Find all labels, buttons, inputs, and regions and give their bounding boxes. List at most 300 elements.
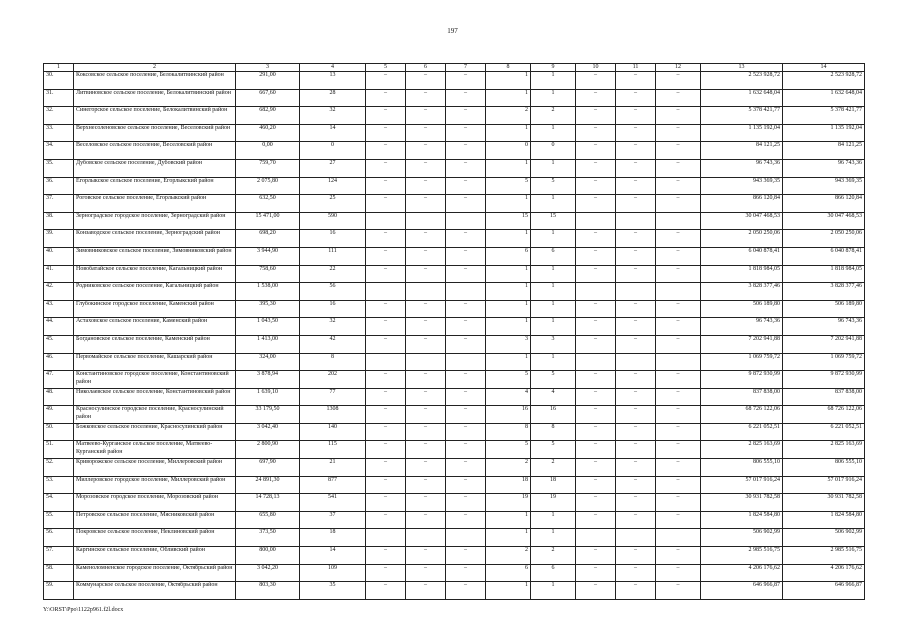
col8-value: 1: [486, 283, 531, 301]
area-value: 33 179,50: [236, 406, 300, 424]
table-row: [44, 388, 865, 406]
area-value: 1 413,00: [236, 335, 300, 353]
col9-value: 1: [531, 230, 576, 248]
residents-count: 28: [300, 89, 366, 107]
col5-value: –: [366, 265, 406, 283]
residents-count: 77: [300, 388, 366, 406]
area-value: 3 042,20: [236, 564, 300, 582]
col6-value: –: [406, 388, 446, 406]
col6-value: –: [406, 564, 446, 582]
area-value: 324,00: [236, 353, 300, 371]
row-number: 41.: [44, 265, 74, 283]
col13-amount: 30 931 782,58: [701, 494, 783, 512]
col5-value: [366, 529, 406, 547]
residents-count: 140: [300, 423, 366, 441]
settlement-name: Роговское сельское поселение, Егорлыкский район: [74, 195, 236, 213]
residents-count: 32: [300, 318, 366, 336]
col11-value: –: [616, 89, 656, 107]
residents-count: 37: [300, 511, 366, 529]
col12-value: –: [656, 195, 701, 213]
col14-amount: 866 120,84: [783, 195, 865, 213]
residents-count: 1308: [300, 406, 366, 424]
col8-value: 1: [486, 353, 531, 371]
col13-amount: 506 189,80: [701, 300, 783, 318]
residents-count: 22: [300, 265, 366, 283]
row-number: 51.: [44, 441, 74, 459]
settlement-name: Богдановское сельское поселение, Каменский район: [74, 335, 236, 353]
col12-value: –: [656, 476, 701, 494]
settlement-name: Константиновское городское поселение, Константиновский район: [74, 371, 236, 389]
col11-value: –: [616, 371, 656, 389]
col13-amount: 1 135 192,04: [701, 124, 783, 142]
col5-value: –: [366, 159, 406, 177]
col14-amount: 806 555,10: [783, 459, 865, 477]
col10-value: –: [576, 230, 616, 248]
settlement-name: Зерноградское городское поселение, Зерноградский район: [74, 212, 236, 230]
table-header-row: [44, 64, 865, 72]
row-number: 59.: [44, 582, 74, 600]
row-number: 43.: [44, 300, 74, 318]
col6-value: –: [406, 459, 446, 477]
table-row: [44, 353, 865, 371]
col10-value: –: [576, 582, 616, 600]
col7-value: –: [446, 564, 486, 582]
col11-value: –: [616, 124, 656, 142]
col5-value: –: [366, 300, 406, 318]
area-value: 759,70: [236, 159, 300, 177]
table-row: [44, 529, 865, 547]
area-value: 14 728,13: [236, 494, 300, 512]
col8-value: 3: [486, 335, 531, 353]
col12-value: –: [656, 564, 701, 582]
col11-value: [616, 353, 656, 371]
column-header: 1: [44, 64, 74, 72]
col12-value: –: [656, 547, 701, 565]
col7-value: –: [446, 89, 486, 107]
col13-amount: 3 828 377,46: [701, 283, 783, 301]
row-number: 45.: [44, 335, 74, 353]
col7-value: –: [446, 335, 486, 353]
col8-value: 4: [486, 388, 531, 406]
column-header: 5: [366, 64, 406, 72]
col9-value: 1: [531, 159, 576, 177]
table-row: [44, 441, 865, 459]
col5-value: [366, 353, 406, 371]
row-number: 38.: [44, 212, 74, 230]
settlement-name: Первомайское сельское поселение, Кашарский район: [74, 353, 236, 371]
col6-value: –: [406, 230, 446, 248]
col10-value: –: [576, 124, 616, 142]
table-row: [44, 371, 865, 389]
col7-value: –: [446, 582, 486, 600]
table-row: [44, 423, 865, 441]
row-number: 31.: [44, 89, 74, 107]
col9-value: 1: [531, 89, 576, 107]
col11-value: –: [616, 388, 656, 406]
col12-value: [656, 529, 701, 547]
col9-value: 1: [531, 195, 576, 213]
col8-value: 1: [486, 72, 531, 90]
table-row: [44, 335, 865, 353]
col11-value: –: [616, 459, 656, 477]
col13-amount: 2 825 163,69: [701, 441, 783, 459]
row-number: 35.: [44, 159, 74, 177]
col9-value: 1: [531, 300, 576, 318]
col13-amount: 1 824 584,80: [701, 511, 783, 529]
col7-value: –: [446, 441, 486, 459]
col7-value: –: [446, 124, 486, 142]
table-row: [44, 72, 865, 90]
settlement-name: Глубокинское городское поселение, Каменский район: [74, 300, 236, 318]
col12-value: –: [656, 230, 701, 248]
col10-value: –: [576, 107, 616, 125]
col12-value: [656, 283, 701, 301]
col9-value: 2: [531, 459, 576, 477]
col14-amount: 5 378 421,77: [783, 107, 865, 125]
settlement-name: Николаевское сельское поселение, Константиновский район: [74, 388, 236, 406]
table-row: [44, 283, 865, 301]
col9-value: 4: [531, 388, 576, 406]
area-value: 373,50: [236, 529, 300, 547]
residents-count: 35: [300, 582, 366, 600]
col5-value: –: [366, 476, 406, 494]
col12-value: –: [656, 406, 701, 424]
col5-value: –: [366, 247, 406, 265]
col9-value: 5: [531, 371, 576, 389]
column-header: 8: [486, 64, 531, 72]
col14-amount: 2 985 516,75: [783, 547, 865, 565]
col13-amount: 806 555,10: [701, 459, 783, 477]
table-row: [44, 230, 865, 248]
residents-count: 16: [300, 300, 366, 318]
col5-value: –: [366, 371, 406, 389]
table-row: [44, 247, 865, 265]
col10-value: [576, 529, 616, 547]
col10-value: –: [576, 459, 616, 477]
col9-value: 1: [531, 72, 576, 90]
settlement-name: Коксовское сельское поселение, Белокалитвинский район: [74, 72, 236, 90]
col7-value: –: [446, 494, 486, 512]
col6-value: [406, 283, 446, 301]
settlement-name: Астаховское сельское поселение, Каменский район: [74, 318, 236, 336]
col14-amount: 96 743,36: [783, 159, 865, 177]
col14-amount: 57 017 916,24: [783, 476, 865, 494]
settlement-name: Красносулинское городское поселение, Красносулинский район: [74, 406, 236, 424]
col11-value: –: [616, 511, 656, 529]
table-body: [44, 72, 865, 600]
area-value: 24 891,30: [236, 476, 300, 494]
settlement-name: Зимовниковское сельское поселение, Зимовниковский район: [74, 247, 236, 265]
col5-value: –: [366, 511, 406, 529]
col11-value: –: [616, 142, 656, 160]
settlement-name: Веселовское сельское поселение, Веселовский район: [74, 142, 236, 160]
settlement-name: Криворожское сельское поселение, Миллеровский район: [74, 459, 236, 477]
area-value: 803,30: [236, 582, 300, 600]
col10-value: [576, 353, 616, 371]
col13-amount: 6 040 878,41: [701, 247, 783, 265]
col8-value: 1: [486, 511, 531, 529]
col11-value: –: [616, 107, 656, 125]
table-row: [44, 265, 865, 283]
col11-value: –: [616, 72, 656, 90]
settlement-name: Матвеево-Курганское сельское поселение, Матвеево-Курганский район: [74, 441, 236, 459]
settlement-name: Морозовское городское поселение, Морозовский район: [74, 494, 236, 512]
col11-value: –: [616, 441, 656, 459]
area-value: 460,20: [236, 124, 300, 142]
col14-amount: 646 966,87: [783, 582, 865, 600]
col9-value: 1: [531, 353, 576, 371]
col13-amount: 943 369,35: [701, 177, 783, 195]
col14-amount: 1 135 192,04: [783, 124, 865, 142]
col7-value: –: [446, 195, 486, 213]
area-value: 1 639,10: [236, 388, 300, 406]
col13-amount: 57 017 916,24: [701, 476, 783, 494]
table-row: [44, 300, 865, 318]
col12-value: –: [656, 511, 701, 529]
col12-value: –: [656, 142, 701, 160]
residents-count: 14: [300, 124, 366, 142]
col10-value: –: [576, 195, 616, 213]
residents-count: 202: [300, 371, 366, 389]
col6-value: –: [406, 247, 446, 265]
col12-value: –: [656, 441, 701, 459]
col9-value: 0: [531, 142, 576, 160]
col10-value: –: [576, 177, 616, 195]
col12-value: –: [656, 459, 701, 477]
area-value: 800,00: [236, 547, 300, 565]
col11-value: –: [616, 230, 656, 248]
col12-value: –: [656, 423, 701, 441]
area-value: 667,60: [236, 89, 300, 107]
col9-value: 8: [531, 423, 576, 441]
col13-amount: 6 221 052,51: [701, 423, 783, 441]
row-number: 50.: [44, 423, 74, 441]
col9-value: 15: [531, 212, 576, 230]
col13-amount: 30 047 468,53: [701, 212, 783, 230]
col14-amount: 68 726 122,06: [783, 406, 865, 424]
col5-value: –: [366, 494, 406, 512]
column-header: 6: [406, 64, 446, 72]
area-value: 682,90: [236, 107, 300, 125]
row-number: 42.: [44, 283, 74, 301]
settlement-name: Верхнесоленовское сельское поселение, Веселовский район: [74, 124, 236, 142]
col14-amount: 1 824 584,80: [783, 511, 865, 529]
col6-value: –: [406, 195, 446, 213]
col11-value: –: [616, 159, 656, 177]
col6-value: –: [406, 124, 446, 142]
table-row: [44, 494, 865, 512]
col14-amount: 4 206 176,62: [783, 564, 865, 582]
col13-amount: 506 902,99: [701, 529, 783, 547]
table-row: [44, 177, 865, 195]
table-row: [44, 142, 865, 160]
col6-value: –: [406, 406, 446, 424]
col6-value: –: [406, 371, 446, 389]
settlement-name: Егорлыкское сельское поселение, Егорлыкский район: [74, 177, 236, 195]
residents-count: 109: [300, 564, 366, 582]
col10-value: –: [576, 547, 616, 565]
col9-value: 2: [531, 107, 576, 125]
row-number: 34.: [44, 142, 74, 160]
column-header: 7: [446, 64, 486, 72]
col7-value: [446, 283, 486, 301]
col7-value: [446, 529, 486, 547]
col7-value: [446, 353, 486, 371]
col5-value: –: [366, 388, 406, 406]
col8-value: 16: [486, 406, 531, 424]
col14-amount: 1 818 984,05: [783, 265, 865, 283]
row-number: 47.: [44, 371, 74, 389]
col14-amount: 7 202 941,88: [783, 335, 865, 353]
col12-value: –: [656, 265, 701, 283]
row-number: 52.: [44, 459, 74, 477]
col5-value: –: [366, 459, 406, 477]
residents-count: 16: [300, 230, 366, 248]
residents-count: 541: [300, 494, 366, 512]
col12-value: –: [656, 371, 701, 389]
row-number: 40.: [44, 247, 74, 265]
col7-value: –: [446, 476, 486, 494]
col7-value: –: [446, 371, 486, 389]
col13-amount: 68 726 122,06: [701, 406, 783, 424]
col13-amount: 2 523 928,72: [701, 72, 783, 90]
col5-value: –: [366, 406, 406, 424]
col13-amount: 96 743,36: [701, 159, 783, 177]
col14-amount: 9 872 930,99: [783, 371, 865, 389]
residents-count: 13: [300, 72, 366, 90]
col7-value: –: [446, 177, 486, 195]
row-number: 57.: [44, 547, 74, 565]
col5-value: –: [366, 441, 406, 459]
table-row: [44, 406, 865, 424]
table-row: [44, 476, 865, 494]
column-header: 3: [236, 64, 300, 72]
col14-amount: 84 121,25: [783, 142, 865, 160]
col9-value: 1: [531, 283, 576, 301]
col9-value: 19: [531, 494, 576, 512]
col8-value: 2: [486, 547, 531, 565]
col10-value: –: [576, 441, 616, 459]
col10-value: –: [576, 511, 616, 529]
col7-value: –: [446, 230, 486, 248]
col7-value: –: [446, 247, 486, 265]
col7-value: –: [446, 107, 486, 125]
col10-value: –: [576, 388, 616, 406]
col6-value: –: [406, 72, 446, 90]
row-number: 56.: [44, 529, 74, 547]
table-row: [44, 318, 865, 336]
col8-value: 1: [486, 265, 531, 283]
col11-value: –: [616, 247, 656, 265]
col10-value: –: [576, 494, 616, 512]
row-number: 49.: [44, 406, 74, 424]
col11-value: [616, 212, 656, 230]
col7-value: –: [446, 159, 486, 177]
col5-value: –: [366, 72, 406, 90]
col9-value: 3: [531, 335, 576, 353]
col11-value: –: [616, 265, 656, 283]
col10-value: –: [576, 300, 616, 318]
col8-value: 15: [486, 212, 531, 230]
area-value: 698,20: [236, 230, 300, 248]
settlement-name: Дубовское сельское поселение, Дубовский район: [74, 159, 236, 177]
col9-value: 1: [531, 511, 576, 529]
col6-value: [406, 529, 446, 547]
residents-count: 18: [300, 529, 366, 547]
col5-value: –: [366, 564, 406, 582]
column-header: 14: [783, 64, 865, 72]
col12-value: –: [656, 582, 701, 600]
col11-value: –: [616, 564, 656, 582]
col5-value: –: [366, 195, 406, 213]
residents-count: 8: [300, 353, 366, 371]
col14-amount: 96 743,36: [783, 318, 865, 336]
area-value: 758,60: [236, 265, 300, 283]
col8-value: 1: [486, 124, 531, 142]
col9-value: 1: [531, 318, 576, 336]
col10-value: –: [576, 89, 616, 107]
settlement-name: Конзаводское сельское поселение, Зерноградский район: [74, 230, 236, 248]
column-header: 4: [300, 64, 366, 72]
residents-count: 590: [300, 212, 366, 230]
col9-value: 1: [531, 582, 576, 600]
col13-amount: 7 202 941,88: [701, 335, 783, 353]
col6-value: –: [406, 494, 446, 512]
area-value: 15 471,00: [236, 212, 300, 230]
col5-value: –: [366, 142, 406, 160]
col10-value: –: [576, 318, 616, 336]
col7-value: –: [446, 318, 486, 336]
col6-value: –: [406, 265, 446, 283]
table-row: [44, 124, 865, 142]
col8-value: 6: [486, 247, 531, 265]
table-row: [44, 107, 865, 125]
col9-value: 5: [531, 441, 576, 459]
settlement-name: Покровское сельское поселение, Неклиновский район: [74, 529, 236, 547]
col9-value: 1: [531, 124, 576, 142]
col12-value: –: [656, 335, 701, 353]
settlement-name: Коммунарское сельское поселение, Октябрьский район: [74, 582, 236, 600]
col13-amount: 1 069 759,72: [701, 353, 783, 371]
col5-value: –: [366, 335, 406, 353]
col7-value: –: [446, 388, 486, 406]
settlement-name: Петровское сельское поселение, Мясниковский район: [74, 511, 236, 529]
col14-amount: 1 632 648,04: [783, 89, 865, 107]
residents-count: 42: [300, 335, 366, 353]
col6-value: –: [406, 423, 446, 441]
col12-value: –: [656, 107, 701, 125]
col7-value: –: [446, 547, 486, 565]
residents-count: 115: [300, 441, 366, 459]
area-value: 2 075,80: [236, 177, 300, 195]
col6-value: –: [406, 159, 446, 177]
col13-amount: 5 378 421,77: [701, 107, 783, 125]
col13-amount: 96 743,36: [701, 318, 783, 336]
area-value: 697,90: [236, 459, 300, 477]
residents-count: 0: [300, 142, 366, 160]
row-number: 46.: [44, 353, 74, 371]
residents-count: 21: [300, 459, 366, 477]
column-header: 9: [531, 64, 576, 72]
col6-value: [406, 353, 446, 371]
col12-value: –: [656, 124, 701, 142]
col12-value: –: [656, 494, 701, 512]
col14-amount: 837 838,00: [783, 388, 865, 406]
col7-value: [446, 212, 486, 230]
col6-value: –: [406, 300, 446, 318]
residents-count: 111: [300, 247, 366, 265]
row-number: 53.: [44, 476, 74, 494]
